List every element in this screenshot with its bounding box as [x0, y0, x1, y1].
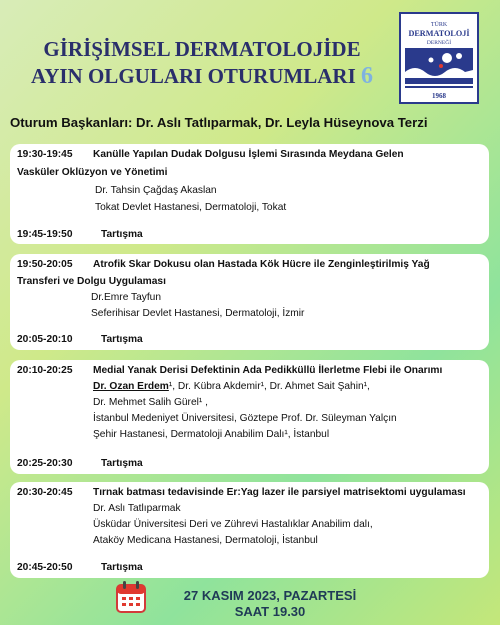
- session-title-line-2: Vasküler Oklüzyon ve Yönetimi: [17, 167, 168, 178]
- event-date-time: [150, 588, 390, 620]
- discussion-label: Tartışma: [101, 229, 143, 240]
- session-card-2: [10, 254, 489, 350]
- discussion-label: Tartışma: [101, 458, 143, 469]
- session-authors-line-1: Dr. Ozan Erdem¹, Dr. Kübra Akdemir¹, Dr. Ahmet Sait Şahin¹,: [93, 381, 370, 392]
- discussion-row: [17, 334, 143, 345]
- svg-text:DERMATOLOJİ: DERMATOLOJİ: [408, 29, 470, 38]
- discussion-row: [17, 229, 143, 240]
- discussion-label: Tartışma: [101, 334, 143, 345]
- event-date: 27 KASIM 2023, PAZARTESİ: [183, 588, 357, 603]
- discussion-row: [17, 562, 143, 573]
- session-author: Dr. Tahsin Çağdaş Akaslan: [95, 185, 217, 196]
- session-time: 20:10-20:25: [17, 365, 73, 376]
- discussion-row: [17, 458, 143, 469]
- session-card-3: [10, 360, 489, 474]
- discussion-label: Tartışma: [101, 562, 143, 573]
- session-author: Dr. Aslı Tatlıparmak: [93, 503, 181, 514]
- page-title: [22, 36, 382, 90]
- session-affiliation-line-2: Şehir Hastanesi, Dermatoloji Anabilim Dalı¹, İstanbul: [93, 429, 330, 440]
- session-time: 19:50-20:05: [17, 259, 73, 270]
- session-affiliation: Tokat Devlet Hastanesi, Dermatoloji, Tokat: [95, 202, 287, 213]
- session-time: 20:30-20:45: [17, 487, 73, 498]
- discussion-time: 20:25-20:30: [17, 458, 73, 469]
- title-line-1: GİRİŞİMSEL DERMATOLOJİDE: [43, 37, 361, 61]
- session-chairs: Oturum Başkanları: Dr. Aslı Tatlıparmak, Dr. Leyla Hüseynova Terzi: [10, 115, 428, 130]
- session-title-line-1: Kanülle Yapılan Dudak Dolgusu İşlemi Sırasında Meydana Gelen: [93, 149, 404, 160]
- session-author: Dr.Emre Tayfun: [91, 292, 162, 303]
- session-card-1: [10, 144, 489, 244]
- session-title-line-1: Atrofik Skar Dokusu olan Hastada Kök Hücre ile Zenginleştirilmiş Yağ: [93, 259, 430, 270]
- presenting-author: Dr. Ozan Erdem: [93, 381, 169, 392]
- session-title-line-2: Transferi ve Dolgu Uygulaması: [17, 276, 166, 287]
- svg-text:TÜRK: TÜRK: [430, 22, 448, 28]
- session-card-4: [10, 482, 489, 578]
- calendar-icon: [115, 580, 147, 614]
- svg-text:1968: 1968: [432, 92, 446, 100]
- turk-dermatoloji-dernegi-logo: [399, 12, 479, 104]
- session-affiliation-line-1: Üsküdar Üniversitesi Deri ve Zührevi Hastalıklar Anabilim dalı,: [93, 519, 373, 530]
- event-time: SAAT 19.30: [234, 604, 306, 619]
- session-affiliation-line-1: İstanbul Medeniyet Üniversitesi, Göztepe Prof. Dr. Süleyman Yalçın: [93, 413, 397, 424]
- svg-text:DERNEĞİ: DERNEĞİ: [426, 40, 452, 46]
- title-number: 6: [361, 63, 373, 89]
- session-title-line-1: Medial Yanak Derisi Defektinin Ada Pedikküllü İlerletme Flebi ile Onarımı: [93, 365, 443, 376]
- discussion-time: 19:45-19:50: [17, 229, 73, 240]
- discussion-time: 20:05-20:10: [17, 334, 73, 345]
- title-line-2: AYIN OLGULARI OTURUMLARI 6: [30, 63, 373, 89]
- session-affiliation-line-2: Ataköy Medicana Hastanesi, Dermatoloji, İstanbul: [93, 535, 318, 546]
- session-title-line-1: Tırnak batması tedavisinde Er:Yag lazer ile parsiyel matrisektomi uygulaması: [93, 487, 466, 498]
- session-authors-line-2: Dr. Mehmet Salih Gürel¹ ,: [93, 397, 208, 408]
- discussion-time: 20:45-20:50: [17, 562, 73, 573]
- session-time: 19:30-19:45: [17, 149, 73, 160]
- session-affiliation: Seferihisar Devlet Hastanesi, Dermatoloji, İzmir: [91, 308, 305, 319]
